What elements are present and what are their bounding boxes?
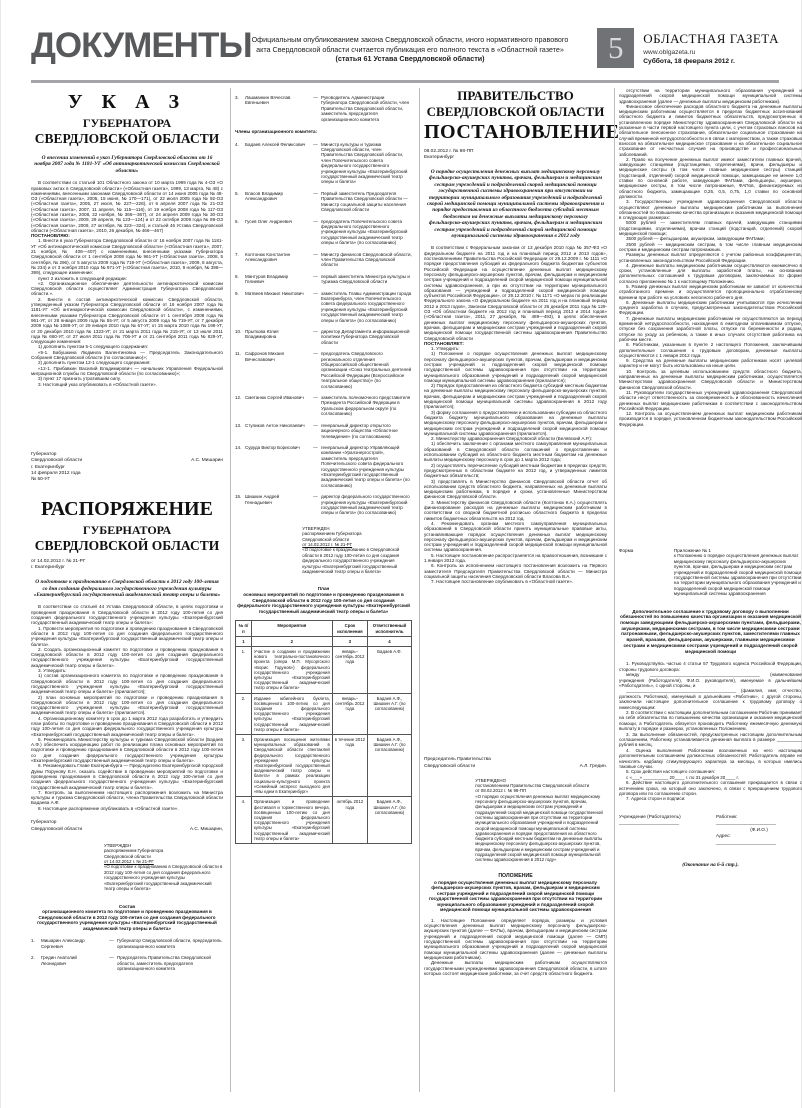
post-item: 1) обеспечить заключение с органами местного самоуправления муниципальных образований в Свердловской области соглашений о предоставлении и использовании субсидий из областного бюджета местным бюджетам на денежные выплаты медицинскому персоналу в срок до 1 марта 2012 года; xyxy=(424,441,607,463)
rasp-date-number: от 14.02.2012 г. № 21-РГ xyxy=(31,559,86,565)
approved-label: УТВЕРЖДЕНО xyxy=(475,777,506,783)
dash-separator: — xyxy=(313,290,318,296)
dash-separator: — xyxy=(313,422,318,428)
polozhenie-title: ПОЛОЖЕНИЕ xyxy=(498,872,533,879)
annex-label: Приложение № 1 xyxy=(673,548,711,553)
col-header-period: Срок исполнения xyxy=(332,621,367,636)
signer-region: Свердловской области xyxy=(424,763,476,769)
column-postanovlenie xyxy=(419,88,620,1092)
dash-separator: — xyxy=(313,273,318,279)
member-name: Сафронов Михаил Вячеславович xyxy=(245,351,285,362)
rasp-signature xyxy=(31,820,223,832)
dash-separator: — xyxy=(313,444,318,450)
post-item: 3) представлять в Министерство финансов Свердловской области отчет об использовании средств областного бюджета, направленных на денежные выплаты медицинским работникам, в порядке и сроки, установленные Министерством финансов Свердловской области. xyxy=(424,478,607,500)
col-header-activity: Мероприятия xyxy=(251,621,332,636)
member-row xyxy=(31,955,223,971)
approved-quote: «О подготовке к празднованию в Свердловской области в 2012 году 100-летия со дня создания федерального государственного учреждения культуры «Екатеринбургский государственный академический театр оперы и балета» xyxy=(103,864,223,892)
member-number: 3. xyxy=(235,95,239,100)
approved-block-plan xyxy=(302,526,412,575)
post-item: 3) форму соглашения о предоставлении и использовании субсидии из областного бюджета бюджету муниципального образования на денежные выплаты медицинскому персоналу фельдшерско-акушерских пунктов, врачам, фельдшерам и медицинским сестрам учреждений и подразделений скорой медицинской помощи муниципальной системы здравоохранения (прилагается). xyxy=(424,409,608,436)
col-header-num: № п/п xyxy=(236,621,252,636)
member-description: Министр финансов Свердловской области, член Правительства Свердловской области xyxy=(321,251,412,268)
rasp-title-org: ГУБЕРНАТОРА xyxy=(82,523,172,538)
signer-role: Губернатор xyxy=(31,452,57,458)
post-item: 1) Положение о порядке осуществления денежных выплат медицинскому персоналу фельдшерско-акушерских пунктов, врачам, фельдшерам и медицинским сестрам учреждений и подразделений скорой медицинской помощи государственной системы здравоохранения при отсутствии на территории муниципального образования учреждений и подразделений скорой медицинской помощи муниципальной системы здравоохранения (прилагается); xyxy=(424,351,607,383)
polozhenie-paragraph: 10. Контроль за целевым использованием средств областного бюджета, направленных на денежные выплаты медицинским работникам, осуществляется Министерством здравоохранения Свердловской области и Министерством финансов Свердловской области. xyxy=(619,368,802,390)
ukaz-title: У К А З xyxy=(67,91,187,113)
annex-text: к Положению о порядке осуществления денежных выплат медицинскому персоналу фельдшерско-акушерских пунктов, врачам, фельдшерам и медицинским сестрам учреждений и подразделений скорой медицинской помощи государственной системы здравоохранения при отсутствии на территории муниципального образования учреждений и подразделений скорой медицинской помощи муниципальной системы здравоохранения xyxy=(673,553,802,597)
row-number: 2. xyxy=(236,693,252,734)
rasp-paragraph: В соответствии со статьей 44 Устава Свердловской области, в целях подготовки и проведения празднования в Свердловской области в 2012 году 100-летия со дня создания федерального государственного учреждения культуры «Екатеринбургский государственный академический театр оперы и балета»: xyxy=(31,604,223,626)
sign-date: 14 февраля 2012 года xyxy=(31,470,81,476)
member-row xyxy=(235,494,412,516)
member-row xyxy=(235,351,412,389)
dash-separator: — xyxy=(313,329,318,334)
rasp-title-region: СВЕРДЛОВСКОЙ ОБЛАСТИ xyxy=(34,538,220,554)
ukaz-title-region: СВЕРДЛОВСКОЙ ОБЛАСТИ xyxy=(34,131,220,146)
agreement-paragraph: 3. За выполнение обязанностей, предусмотренных настоящим дополнительным соглашением, Работнику устанавливается денежная выплата в размере __________ рублей в месяц. xyxy=(619,731,802,748)
post-item: 5. Настоящее постановление распространяется на правоотношения, возникшие с 1 января 2012 года. xyxy=(424,552,607,563)
row-period: в течение 2012 года xyxy=(332,735,367,797)
rasp-paragraph: 3. Утвердить: xyxy=(38,668,67,674)
member-row xyxy=(235,142,412,185)
rasp-paragraph: 6. Рекомендовать Главе Екатеринбурга — Председателю Екатеринбургской городской Думы Порунову Е.Н. оказать содействие в проведении мероприятий по подготовке и проведению празднования в Свердловской области в 2012 году 100-летия со дня создания федерального государственного учреждения культуры «Екатеринбургский государственный академический театр оперы и балета». xyxy=(31,763,224,790)
table-row xyxy=(236,647,412,694)
column-ukaz xyxy=(31,88,223,1092)
dash-separator: — xyxy=(313,95,318,100)
member-row xyxy=(235,423,412,439)
post-body xyxy=(424,245,607,753)
committee-subheading: Члены организационного комитета: xyxy=(235,129,318,135)
ukaz-body xyxy=(31,180,223,448)
post-item: 2) Порядок предоставления из областного бюджета субсидий местным бюджетам на денежные выплаты медицинскому персоналу фельдшерско-акушерских пунктов, врачам, фельдшерам и медицинским сестрам учреждений и подразделений скорой медицинской помощи муниципальной системы здравоохранения в 2012 году (прилагается); xyxy=(424,383,607,410)
approved-line: распоряжением Губернатора xyxy=(302,531,362,537)
col-index: 1 xyxy=(236,636,252,646)
plan-heading-text: основных мероприятий по подготовке и проведению празднования в Свердловской области в 2012 году 100-летия со дня создания федерального государственного учреждения культуры «Екатеринбургский государственный академический театр оперы и балета» xyxy=(237,592,410,614)
agreement-body xyxy=(619,661,802,802)
approved-quote: «О порядке осуществления денежных выплат медицинскому персоналу фельдшерско-акушерских пунктов, врачам, фельдшерам и медицинским сестрам учреждений и подразделений скорой медицинской помощи государственной системы здравоохранения при отсутствии на территории муниципального образования учреждений и подразделений скорой медицинской помощи муниципальной системы здравоохранения и порядке предоставления из областного бюджета субсидий местным бюджетам на денежные выплаты медицинскому персоналу фельдшерско-акушерских пунктов, врачам, фельдшерам и медицинским сестрам учреждений и подразделений скорой медицинской помощи муниципальной системы здравоохранения в 2012 году» xyxy=(475,793,603,863)
post-intro: В соответствии с Федеральным законом от 13 декабря 2010 года № 357-ФЗ «О федеральном бюджете на 2011 год и на плановый период 2012 и 2013 годов», постановлениями Правительства Российской Федерации от 29.12.2009 г. № 1111 «О порядке предоставления субсидий из федерального бюджета бюджетам субъектов Российской Федерации на осуществление денежных выплат медицинскому персоналу фельдшерско-акушерских пунктов, врачам, фельдшерам и медицинским сестрам учреждений и подразделений скорой медицинской помощи муниципальной системы здравоохранения, а при их отсутствии на территории муниципального образования — учреждений и подразделений скорой медицинской помощи субъектов Российской Федерации», от 29.12.2010 г. № 1171 «О мерах по реализации Федерального закона «О федеральном бюджете на 2011 год и на плановый период 2012 и 2013 годов», Законом Свердловской области от 26 декабря 2011 года № 129-ОЗ «Об областном бюджете на 2012 год и плановый период 2013 и 2014 годов» («Областная газета», 2011, 27 декабря, № 489—493), в целях обеспечения денежных выплат медицинскому персоналу фельдшерско-акушерских пунктов, врачам, фельдшерам и медицинским сестрам учреждений и подразделений скорой медицинской помощи государственной системы здравоохранения Правительство Свердловской области xyxy=(424,245,607,341)
rasp-paragraph: 2) план основных мероприятий по подготовке и проведению празднования в Свердловской области в 2012 году 100-летия со дня создания федерального государственного учреждения культуры «Екатеринбургский государственный академический театр оперы и балета» (прилагается). xyxy=(31,694,223,716)
ukaz-item: «2. Организационное обеспечение деятельности антинаркотической комиссии Свердловской области осуществляет Администрация Губернатора Свердловской области.». xyxy=(31,280,223,297)
dash-separator: — xyxy=(109,938,114,944)
polozhenie-paragraph: 6. Денежные выплаты медицинским работникам учитываются при исчислении среднего заработка в случаях, предусмотренных законодательством Российской Федерации. xyxy=(619,299,802,316)
post-meta xyxy=(424,149,607,161)
signer-role: Председатель Правительства xyxy=(424,757,491,763)
rasp-title: РАСПОРЯЖЕНИЕ xyxy=(41,498,213,521)
member-number: 9. xyxy=(235,290,239,296)
dash-separator: — xyxy=(313,218,318,224)
polozhenie-paragraph: 5. Размер денежных выплат медицинским работникам не зависит от количества отработанного времени и осуществляется пропорционально отработанному времени при работе на условиях неполного рабочего дня. xyxy=(619,283,802,300)
polozhenie-paragraph: 12. Контроль за осуществлением денежных выплат медицинским работникам производится в порядке, установленном бюджетным законодательством Российской Федерации. xyxy=(619,411,802,427)
doc-number: № 50-УГ xyxy=(31,477,51,483)
post-date-number: 08.02.2012 г. № 98-ПП xyxy=(424,149,474,154)
newspaper-page xyxy=(1,0,801,1108)
polozhenie-paragraph: Размеры денежных выплат определяются с учетом районных коэффициентов, установленных законодательством Российской Федерации. xyxy=(619,252,802,263)
member-description: Губернатор Свердловской области, председатель организационного комитета xyxy=(117,938,222,949)
signer-region: Свердловской области xyxy=(31,826,83,832)
polozhenie-paragraph: 2. Право на получение денежных выплат имеют заместители главных врачей, заведующие станциями (подстанциями, отделениями), врачи, фельдшеры и медицинские сестры (в том числе главные медицинские сестры) станций (подстанций, отделений) скорой медицинской помощи, замещающие не менее 1,0 ставки по основной работе, заведующие ФАПами, фельдшеры, акушерки, медицинские сестры, в том числе патронажные, ФАПов, финансируемых из областного бюджета, замещающие 0,25, 0,5, 0,75, 1,0 ставки по основной должности. xyxy=(619,156,802,199)
ukaz-item: 2. Внести в состав антинаркотической комиссии Свердловской области, утвержденный указом Губернатора Свердловской области от 16 ноября 2007 года № 1181-УГ «Об антинаркотической комиссии Свердловской области», с изменениями, внесенными указами Губернатора Свердловской области от 1 сентября 2008 года № 961-УГ, от 28 января 2009 года № 55-УГ, от 5 августа 2009 года № 719-УГ, от 7 декабря 2009 года № 1088-УГ, от 29 января 2010 года № 67-УГ, от 15 марта 2010 года № 198-УГ, от 20 декабря 2010 года № 1323-УГ, от 21 марта 2011 года № 215-УГ, от 13 июля 2011 года № 660-УГ, от 27 июля 2011 года № 706-УГ и от 21 сентября 2011 года № 829-УГ, следующие изменения: xyxy=(31,296,223,345)
rasp-paragraph: 8. Настоящее распоряжение опубликовать в «Областной газете». xyxy=(38,805,179,811)
dash-separator: — xyxy=(313,141,318,147)
worker-address-label: Адрес: xyxy=(716,833,731,839)
member-description: председатель Попечительского совета федерального государственного учреждения культуры «Екатеринбургский государственный академический театр оперы и балета» (по согласованию) xyxy=(321,218,408,246)
member-description: Руководитель Администрации Губернатора Свердловской области, член Правительства Свердловской области, заместитель председателя организационного комитета xyxy=(321,95,410,122)
member-description: Министр культуры и туризма Свердловской области, член Правительства Свердловской области, член Попечительского совета федерального государственного учреждения культуры «Екатеринбургский государственный академический театр оперы и балета» xyxy=(321,141,408,185)
member-description: заместитель полномочного представителя Президента Российской Федерации в Уральском федеральном округе (по согласованию) xyxy=(321,395,411,417)
member-number: 12. xyxy=(235,395,242,401)
ukaz-item: 3) пункт 17 признать утратившим силу. xyxy=(38,376,121,382)
member-number: 1. xyxy=(31,938,35,944)
ukaz-item: 1. Внести в указ Губернатора Свердловской области от 16 ноября 2007 года № 1181-УГ «Об антинаркотической комиссии Свердловской области» («Областная газета», 2007, 21 ноября, № 406—407) с изменениями, внесенными указами Губернатора Свердловской области от 1 сентября 2008 года № 961-УГ («Областная газета», 2008, 5 сентября, № 296), от 5 августа 2009 года № 719-УГ («Областная газета», 2009, 8 августа, № 234) и от 3 ноября 2010 года № 971-УГ («Областная газета», 2010, 9 ноября, № 398—399), следующее изменение: xyxy=(31,238,223,276)
post-item: 2) осуществлять перечисление субсидий местным бюджетам в пределах средств, предусмотренных в областном бюджете на 2012 год, и утвержденных лимитов бюджетных обязательств; xyxy=(424,462,607,479)
polozhenie-paragraph: 4. Денежные выплаты медицинским работникам осуществляются ежемесячно в сроки, установленные для выплаты заработной платы, на основании дополнительных соглашений к трудовым договорам, заключаемых по форме согласно приложению № 1 к настоящему Положению. xyxy=(619,262,802,284)
member-name: Матвеев Михаил Никитович xyxy=(245,290,304,296)
approved-block-polozhenie xyxy=(475,778,607,863)
approved-line: распоряжением Губернатора xyxy=(103,848,164,854)
polozhenie-paragraph: отсутствии на территории муниципального образования учреждений и подразделений скорой медицинской помощи муниципальной системы здравоохранения (далее — денежные выплаты медицинским работникам). xyxy=(619,88,802,104)
post-items xyxy=(424,346,607,584)
member-name: Гредин Анатолий Леонидович xyxy=(41,955,77,966)
row-activity: Издание юбилейного буклета, посвященного 100-летию со дня создания федерального государственного учреждения культуры «Екатеринбургский государственный академический театр оперы и балета» xyxy=(251,693,332,734)
member-row xyxy=(235,291,412,323)
rasp-paragraph: 2. Создать организационный комитет по подготовке и проведению празднования в Свердловской области в 2012 году 100-летия со дня создания федерального государственного учреждения культуры «Екатеринбургский государственный академический театр оперы и балета». xyxy=(31,646,223,668)
col-index: 3 xyxy=(332,636,367,646)
member-number: 2. xyxy=(31,955,35,961)
rasp-paragraph: 5. Рекомендовать Министерству культуры и туризма Свердловской области (Бадаев А.Ф.) обеспечить координацию работ по реализации плана основных мероприятий по подготовке и проведению празднования в Свердловской области в 2012 году 100-летия со дня создания федерального государственного учреждения культуры «Екатеринбургский государственный академический театр оперы и балета». xyxy=(31,736,223,764)
plan-heading xyxy=(235,586,412,614)
parties-block xyxy=(619,814,802,847)
member-description: директор федерального государственного учреждения культуры «Екатеринбургский государственный академический театр оперы и балета» (по согласованию) xyxy=(321,494,410,516)
polozhenie-body xyxy=(424,918,607,976)
col-index: 2 xyxy=(251,636,332,646)
member-number: 10. xyxy=(235,329,242,334)
employer-label: Учреждение (Работодатель) xyxy=(619,813,681,819)
sign-place: г. Екатеринбург xyxy=(31,464,66,470)
table-row xyxy=(236,797,412,844)
polozhenie-paragraph: 3. Государственные учреждения здравоохранения Свердловской области осуществляют денежные выплаты медицинским работникам за выполнение обязанностей по повышению качества организации и оказания медицинской помощи в следующих размерах: xyxy=(619,199,802,221)
polozhenie-continuation-body xyxy=(619,88,802,540)
approved-line: постановлением Правительства Свердловской области xyxy=(475,783,590,789)
approved-label: УТВЕРЖДЕН xyxy=(302,525,330,531)
member-name: Мишарин Александр Сергеевич xyxy=(41,938,85,949)
agreement-paragraph: 5. Срок действия настоящего соглашения: xyxy=(626,769,715,775)
approved-doc-link: от 08.02.2012 г. № 98-ПП xyxy=(475,788,527,794)
member-row xyxy=(235,252,412,268)
government-name: ПРАВИТЕЛЬСТВО xyxy=(457,88,574,103)
polozhenie-paragraph: 9. Средства на денежные выплаты медицинским работникам носят целевой характер и не могут быть использованы на иные цели. xyxy=(619,358,802,369)
table-row xyxy=(236,735,412,797)
committee-list-top xyxy=(235,95,412,122)
member-row xyxy=(235,395,412,417)
row-activity: Организация посещения жителями муниципальных образований в Свердловской области спектаклей федерального государственного учреждения культуры «Екатеринбургский государственный академический театр оперы и балета» в рамках реализации социально-культурного проекта «Семейный экспресс выходного дня «Мы едем в Екатеринбург» xyxy=(251,735,332,797)
member-row xyxy=(235,445,412,488)
committee-list xyxy=(235,142,412,516)
ukaz-item: «12-1. Прибавкин Василий Владимирович — начальник Управления Федеральной миграционной службы по Свердловской области (по согласованию)»; xyxy=(31,365,223,376)
member-name: Сметанюк Сергей Иванович xyxy=(245,395,304,401)
member-row xyxy=(235,95,412,122)
approved-block-rasp xyxy=(104,843,223,892)
row-number: 4. xyxy=(236,797,252,844)
column-continuation xyxy=(614,88,802,1092)
government-region: СВЕРДЛОВСКОЙ ОБЛАСТИ xyxy=(426,103,605,119)
post-item: 7. Настоящее постановление опубликовать в «Областной газете». xyxy=(431,579,574,585)
employer-signature-line[interactable]: _______________________ xyxy=(619,820,679,826)
member-row xyxy=(31,938,223,949)
ukaz-item: 1) дополнить пунктом 5-1 следующего содержания: xyxy=(38,344,149,350)
ukaz-item: «5-1. Бабушкина Людмила Валентиновна — Председатель Законодательного Собрания Свердловской области (по согласованию)»; xyxy=(31,349,223,361)
newspaper-website[interactable]: www.oblgazeta.ru xyxy=(643,49,696,56)
polozhenie-paragraph: Финансовое обеспечение расходов областного бюджета на денежные выплаты медицинским работникам осуществляется в пределах бюджетных ассигнований областного бюджета и лимитов бюджетных обязательств, предусмотренных в установленном порядке Министерству здравоохранения Свердловской области на указанные в части первой настоящего пункта цели, с учетом страховых взносов на обязательное пенсионное страхование, обязательное социальное страхование на случай временной нетрудоспособности и в связи с материнством, а также страховых взносов на обязательное медицинское страхование и на обязательное социальное страхование от несчастных случаев на производстве и профессиональных заболеваний. xyxy=(619,103,802,157)
rasp-paragraph: 1) состав организационного комитета по подготовке и проведению празднования в Свердловской области в 2012 году 100-летия со дня создания федерального государственного учреждения культуры «Екатеринбургский государственный академический театр оперы и балета» (прилагается); xyxy=(31,673,223,695)
dash-separator: — xyxy=(313,351,318,357)
post-item: 3. Министерству финансов Свердловской области (Колтонюк К.А.) осуществлять финансирование расходов на денежные выплаты медицинским работникам в соответствии со сводной бюджетной росписью областного бюджета в пределах лимитов бюджетных обязательств на 2012 год. xyxy=(424,499,607,521)
worker-address-line[interactable]: _______________________ xyxy=(716,839,776,845)
polozhenie-paragraph: 2500 рублей — медицинским сестрам, в том числе главным медицинским сестрам и медицинским сестрам патронажным. xyxy=(619,241,802,252)
approved-line: Свердловской области xyxy=(302,536,350,542)
ukaz-intro: В соответствии со статьей 101 Областного закона от 10 марта 1999 года № 4-ОЗ «О правовых актах в Свердловской области» («Областная газета», 1999, 13 марта, № 48) с изменениями, внесенными законами Свердловской области от 14 июня 2005 года № 48-ОЗ («Областная газета», 2005, 15 июня, № 170—171), от 22 июля 2005 года № 92-ОЗ («Областная газета», 2005, 27 июля, № 227—228), от 6 апреля 2007 года № 21-ОЗ («Областная газета», 2007, 11 апреля, № 115—116), от 19 ноября 2008 года № 117-ОЗ («Областная газета», 2008, 22 ноября, № 366—367), от 24 апреля 2009 года № 30-ОЗ («Областная газета», 2009, 29 апреля, № 123—124) и от 22 октября 2009 года № 89-ОЗ («Областная газета», 2009, 27 октября, № 323—324), и статьей 46 Устава Свердловской области («Областная газета», 2010, 26 декабря, № 466—467) xyxy=(31,180,223,233)
agreement-paragraph: между ____________________________________________ (наименование учреждения (Работодателя), Ф.И.О. руководителя), именуемое в дальнейшем «Работодатель», с одной стороны, и xyxy=(619,672,802,688)
polozhenie-subtitle: о порядке осуществления денежных выплат медицинскому персоналу фельдшерско-акушерских пунктов, врачам, фельдшерам и медицинским сестрам учреждений и подразделений скорой медицинской помощи государственной системы здравоохранения при отсутствии на территории муниципального образования учреждений и подразделений скорой медицинской помощи муниципальной системы здравоохранения xyxy=(428,879,603,913)
polozhenie-paragraph: 8. Работникам, указанным в пункте 2 настоящего Положения, заключившим дополнительные соглашения к трудовым договорам, денежные выплаты осуществляются с 1 января 2012 года. xyxy=(619,342,802,358)
rasp-subject: О подготовке к празднованию в Свердловской области в 2012 году 100-летия со дня создания федерального государственного учреждения культуры «Екатеринбургский государственный академический театр оперы и балета» xyxy=(33,579,221,599)
ukaz-item: 2) дополнить пунктом 12-1 следующего содержания: xyxy=(38,360,151,366)
row-period: январь–сентябрь 2012 года xyxy=(332,647,367,694)
ukaz-signature xyxy=(31,452,223,483)
member-row xyxy=(235,191,412,213)
agreement-paragraph: 4. Оценка выполнения Работником возложенных на него настоящим дополнительным соглашением должностных обязанностей: Работодатель вправе не начислять надбавку стимулирующего характера за месяцы, в которых имелись таковые случаи. xyxy=(619,747,802,769)
newspaper-name: ОБЛАСТНАЯ ГАЗЕТА xyxy=(643,31,779,46)
approved-quote: «О подготовке к празднованию в Свердловской области в 2012 году 100-летия со дня создания федерального государственного учреждения культуры «Екатеринбургский государственный академический театр оперы и балета» xyxy=(302,547,400,575)
member-name: Суруда Виктор Борисович xyxy=(245,444,300,450)
dash-separator: — xyxy=(109,955,114,961)
ukaz-items xyxy=(31,238,223,386)
member-number: 6. xyxy=(235,218,239,224)
section-title: ДОКУМЕНТЫ xyxy=(31,26,252,65)
annex-reference xyxy=(674,548,802,597)
polozhenie-paragraph: Денежные выплаты медицинским работникам осуществляются государственными учреждениями здравоохранения Свердловской области, в штате которых состоят медицинские работники, за счет средств областного бюджета. xyxy=(424,960,607,976)
post-subject: О порядке осуществления денежных выплат медицинскому персоналу фельдшерско-акушерских пунктов, врачам, фельдшерам и медицинским сестрам учреждений и подразделений скорой медицинской помощи государственной системы здравоохранения при отсутствии на территории муниципального образования учреждений и подразделений скорой медицинской помощи муниципальной системы здравоохранения и порядке предоставления из областного бюджета субсидий местным бюджетам на денежные выплаты медицинскому персоналу фельдшерско-акушерских пунктов, врачам, фельдшерам и медицинским сестрам учреждений и подразделений скорой медицинской помощи муниципальной системы здравоохранения в 2012 году xyxy=(427,169,604,240)
page-columns xyxy=(31,88,802,1092)
row-number: 3. xyxy=(236,735,252,797)
member-description: председатель Свердловского регионального отделения Общероссийской общественной организации «Союз театральных деятелей Российской Федерации (Всероссийское театральное общество)» (по согласованию) xyxy=(321,351,412,389)
member-number: 5. xyxy=(235,190,239,196)
polozhenie-paragraph: 1. Настоящее Положение определяет порядок, размеры и условия осуществления денежных выплат медицинскому персоналу фельдшерско-акушерских пунктов (далее — ФАПы), врачам, фельдшерам и медицинским сестрам учреждений и подразделений скорой медицинской помощи (далее — СМП) государственной системы здравоохранения при отсутствии на территории муниципального образования учреждений и подразделений скорой медицинской помощи муниципальной системы здравоохранения (далее — денежные выплаты медицинским работникам). xyxy=(424,917,607,960)
member-number: 7. xyxy=(235,251,239,257)
member-number: 4. xyxy=(235,141,239,147)
dash-separator: — xyxy=(313,251,318,257)
rasp-paragraph: 7. Контроль за выполнением настоящего распоряжения возложить на Министра культуры и туризма Свердловской области, члена Правительства Свердловской области Бадаева А.Ф. xyxy=(31,789,223,806)
post-item: 1. Утвердить: xyxy=(431,346,460,352)
member-name: Власов Владимир Александрович xyxy=(245,190,283,202)
agreement-paragraph: 6. Действие настоящего дополнительного соглашения прекращается в связи с истечением срока, на который оно заключено, в связи с прекращением трудового договора или по соглашению сторон. xyxy=(619,780,802,797)
member-description: генеральный директор открытого акционерного общества «Областное телевидение» (по согласованию) xyxy=(321,422,398,439)
member-description: Председатель Правительства Свердловской области, заместитель председателя организационного комитета xyxy=(117,955,211,972)
signer-name: А.С. Мишарин, xyxy=(189,826,223,832)
rasp-meta xyxy=(31,559,223,571)
row-period: январь–сентябрь 2012 года xyxy=(332,693,367,734)
agreement-paragraph: с «___» __________ 20____ г. по 31 декабря 20____ г. xyxy=(626,774,739,780)
member-name: Колтонюк Константин Александрович xyxy=(245,251,291,262)
agreement-paragraph: ____________________________________________ (фамилия, имя, отчество, должность Работника), именуемый в дальнейшем «Работник», с другой стороны, заключили настоящее дополнительное соглашение к трудовому договору о нижеследующем: xyxy=(619,688,802,710)
post-item: 6. Контроль за исполнением настоящего постановления возложить на Первого заместителя Председателя Правительства Свердловской области — Министра социальной защиты населения Свердловской области Власова В.А. xyxy=(424,563,607,579)
worker-fio-caption: (Ф.И.О.) xyxy=(750,826,768,832)
issue-date: Суббота, 18 февраля 2012 г. xyxy=(643,58,735,65)
worker-signature-line[interactable]: _______________________ xyxy=(716,820,776,826)
row-period: октябрь 2012 года xyxy=(332,797,367,844)
roster-heading-text: организационного комитета по подготовке и проведению празднования в Свердловской области в 2012 году 100-летия со дня создания федерального государственного учреждения культуры «Екатеринбургский государственный академический театр оперы и балета» xyxy=(37,909,217,931)
member-name: Мантуров Владимир Гелиевич xyxy=(245,273,289,285)
row-responsible: Бадаев А.Ф. xyxy=(367,647,411,694)
publication-notice-statute: (статья 61 Устава Свердловской области) xyxy=(335,54,485,64)
member-number: 11. xyxy=(235,351,241,357)
polozhenie-paragraph: 11. Руководители государственных учреждений здравоохранения Свердловской области несут ответственность за своевременность и обоснованность начисления денежных выплат медицинским работникам в соответствии с законодательством Российской Федерации. xyxy=(619,389,802,411)
paper-meta xyxy=(643,28,779,68)
member-name: Гусев Олег Андреевич xyxy=(245,218,293,224)
plan-table-head xyxy=(236,621,412,647)
worker-party xyxy=(716,814,802,847)
ukaz-item: пункт 2 изложить в следующей редакции: xyxy=(38,275,127,281)
agreement-paragraph: 2. В соответствии с настоящим дополнительным соглашением Работник принимает на себя обязательства по повышению качества организации и оказания медицинской помощи, а Работодатель обязуется производить Работнику ежемесячную денежную выплату в порядке и размерах, установленных Положением. xyxy=(619,709,802,732)
polozhenie-paragraph: 7. Денежные выплаты медицинским работникам не осуществляются за период временной нетрудоспособности, нахождения в ежегодном оплачиваемом отпуске, отпуске без сохранения заработной платы, отпуске по беременности и родам, отпуске по уходу за ребенком, а также в иных случаях отсутствия работника на рабочем месте. xyxy=(619,315,802,342)
member-name: Стуликов Антон Николаевич xyxy=(245,422,305,428)
roster-heading xyxy=(31,904,223,932)
post-resolves: ПОСТАНОВЛЯЕТ: xyxy=(424,340,464,346)
roster-list xyxy=(31,938,223,971)
member-description: Первый заместитель Председателя Правительства Свердловской области — Министр социальной защиты населения Свердловской области xyxy=(321,190,408,213)
ukaz-resolves: ПОСТАНОВЛЯЮ: xyxy=(31,233,70,239)
signer-region: Свердловской области xyxy=(31,458,83,464)
polozhenie-paragraph: 5000 рублей — заместителям главных врачей, заведующим станциями (подстанциями, отделениями), врачам станций (подстанций, отделений) скорой медицинской помощи; xyxy=(619,220,802,237)
ukaz-item: 3. Настоящий указ опубликовать в «Областной газете». xyxy=(38,381,157,387)
member-description: генеральный директор Управляющей компании «Уралэнергострой», заместитель председателя Попечительского совета федерального государственного учреждения культуры «Екатеринбургский государственный академический театр оперы и балета» (по согласованию) xyxy=(321,444,410,488)
plan-table-body xyxy=(236,647,412,844)
plan-table xyxy=(235,620,412,844)
agreement-paragraph: 1. Руководствуясь частью 4 статьи 57 Трудового кодекса Российской Федерации, стороны трудового договора: xyxy=(619,661,802,672)
polozhenie-paragraph: 3500 рублей — фельдшерам, акушеркам, заведующим ФАПами; xyxy=(626,236,765,242)
ukaz-subject: О внесении изменений в указ Губернатора Свердловской области от 16 ноября 2007 года № 1181-УГ «Об антинаркотической комиссии Свердловской области» xyxy=(34,155,220,174)
publication-notice-text: Официальным опубликованием закона Свердловской области, иного нормативного правового акта Свердловской области считается публикация его полного текста в «Областной газете» xyxy=(251,35,569,54)
member-name: Бадаев Алексей Феликсович xyxy=(245,141,306,147)
ukaz-title-org: ГУБЕРНАТОРА xyxy=(82,116,172,130)
member-name: Прыткова Юлия Владимировна xyxy=(245,329,279,340)
member-number: 13. xyxy=(235,422,242,428)
member-row xyxy=(235,219,412,246)
approved-label: УТВЕРЖДЕН xyxy=(103,842,132,848)
member-description: заместитель Главы Администрации города Екатеринбурга, член Попечительского совета федерального государственного учреждения культуры «Екатеринбургский государственный академический театр оперы и балета» (по согласованию) xyxy=(321,290,412,323)
rasp-paragraph: 1. Провести мероприятия по подготовке и проведению празднования в Свердловской области в 2012 году 100-летия со дня создания федерального государственного учреждения культуры «Екатеринбургский государственный академический театр оперы и балета». xyxy=(31,625,223,647)
agreement-paragraph: 7. Адреса сторон и подписи: xyxy=(626,796,686,802)
row-activity: Организация и проведение фестиваля и торжественного вечера, посвященных 100-летию со дня создания федерального государственного учреждения культуры «Екатеринбургский государственный академический театр оперы и балета» xyxy=(251,797,332,844)
forma-label: Форма xyxy=(619,548,634,553)
dash-separator: — xyxy=(313,494,318,500)
worker-label: Работник: xyxy=(716,813,738,819)
masthead-rule xyxy=(31,80,779,83)
rasp-body xyxy=(31,604,223,816)
approved-doc-link[interactable]: от 14.02.2012 г. № 21-РГ xyxy=(103,859,154,865)
member-number: 15. xyxy=(235,494,242,500)
rasp-place: г. Екатеринбург xyxy=(31,565,66,571)
publication-notice xyxy=(250,35,570,64)
post-item: 2. Министерству здравоохранения Свердловской области (Белявский А.Р.): xyxy=(431,436,593,442)
page-number-badge: 5 xyxy=(597,28,634,68)
rasp-paragraph: 4. Организационному комитету в срок до 1 марта 2012 года разработать и утвердить план работы по подготовке и проведению празднования в Свердловской области в 2012 году 100-летия со дня создания федерального государственного учреждения культуры «Екатеринбургский государственный академический театр оперы и балета». xyxy=(31,715,223,737)
postanovlenie-title: ПОСТАНОВЛЕНИЕ xyxy=(424,121,620,143)
dash-separator: — xyxy=(313,395,318,401)
row-activity: Участие в создании и продвижении нового театрально-постановочного проекта (опера М.П. Мусоргского «Борис Годунов») федерального государственного учреждения культуры «Екатеринбургский государственный академический театр оперы и балета» xyxy=(251,647,332,694)
signer-name: А.Л. Гредин. xyxy=(579,763,607,769)
row-responsible: Бадаев А.Ф., Шишкин А.Г. (по согласованию) xyxy=(367,693,411,734)
row-responsible: Бадаев А.Ф., Шишкин А.Г. (по согласованию) xyxy=(367,735,411,797)
member-description: директор Департамента информационной политики Губернатора Свердловской области xyxy=(321,329,410,345)
masthead-right xyxy=(597,28,779,68)
approved-line: Свердловской области xyxy=(103,853,151,859)
member-number: 14. xyxy=(235,444,242,450)
member-description: первый заместитель Министра культуры и туризма Свердловской области xyxy=(321,273,410,285)
agreement-heading: Дополнительное соглашение к трудовому договору о выполнении обязанностей по повышению качества организации и оказания медицинской помощи заведующими фельдшерско-акушерскими пунктами, фельдшерами, акушерками, медицинскими сестрами, в том числе медицинскими сестрами патронажными, фельдшерско-акушерских пунктов, заместителями главных врачей, врачами, фельдшерами, акушерками, главными медицинскими сестрами и медицинскими сестрами учреждений и подразделений скорой медицинской помощи xyxy=(620,608,801,654)
masthead xyxy=(31,26,779,78)
member-name: Лашманкин Вячеслав Евгеньевич xyxy=(245,95,291,106)
member-name: Шишкин Андрей Геннадьевич xyxy=(245,494,280,505)
forma-row xyxy=(619,548,802,597)
plan-heading-word: План xyxy=(317,586,330,592)
col-header-responsible: Ответственный исполнитель xyxy=(367,621,411,636)
table-row xyxy=(236,693,412,734)
post-item: 4. Рекомендовать органам местного самоуправления муниципальных образований в Свердловской области принять муниципальные правовые акты, устанавливающие порядок осуществления денежных выплат медицинскому персоналу фельдшерско-акушерских пунктов, врачам, фельдшерам и медицинским сестрам учреждений и подразделений скорой медицинской помощи муниципальной системы здравоохранения. xyxy=(424,520,607,553)
member-row xyxy=(235,329,412,345)
post-place: Екатеринбург xyxy=(424,155,455,160)
roster-heading-word: Состав xyxy=(118,903,136,909)
continuation-note: (Окончание на 6-й стр.). xyxy=(682,862,739,869)
employer-party xyxy=(619,814,705,847)
signer-name: А.С. Мишарин xyxy=(191,458,223,464)
row-number: 1. xyxy=(236,647,252,694)
dash-separator: — xyxy=(313,190,318,196)
column-committee xyxy=(230,88,412,1092)
member-number: 8. xyxy=(235,273,239,279)
col-index: 4 xyxy=(367,636,411,646)
signer-role: Губернатор xyxy=(31,820,57,826)
approved-doc-link[interactable]: от 14.02.2012 г. № 21-РГ xyxy=(302,542,353,547)
post-signature xyxy=(424,757,607,769)
row-responsible: Бадаев А.Ф., Шишкин А.Г. (по согласованию) xyxy=(367,797,411,844)
member-row xyxy=(235,274,412,285)
